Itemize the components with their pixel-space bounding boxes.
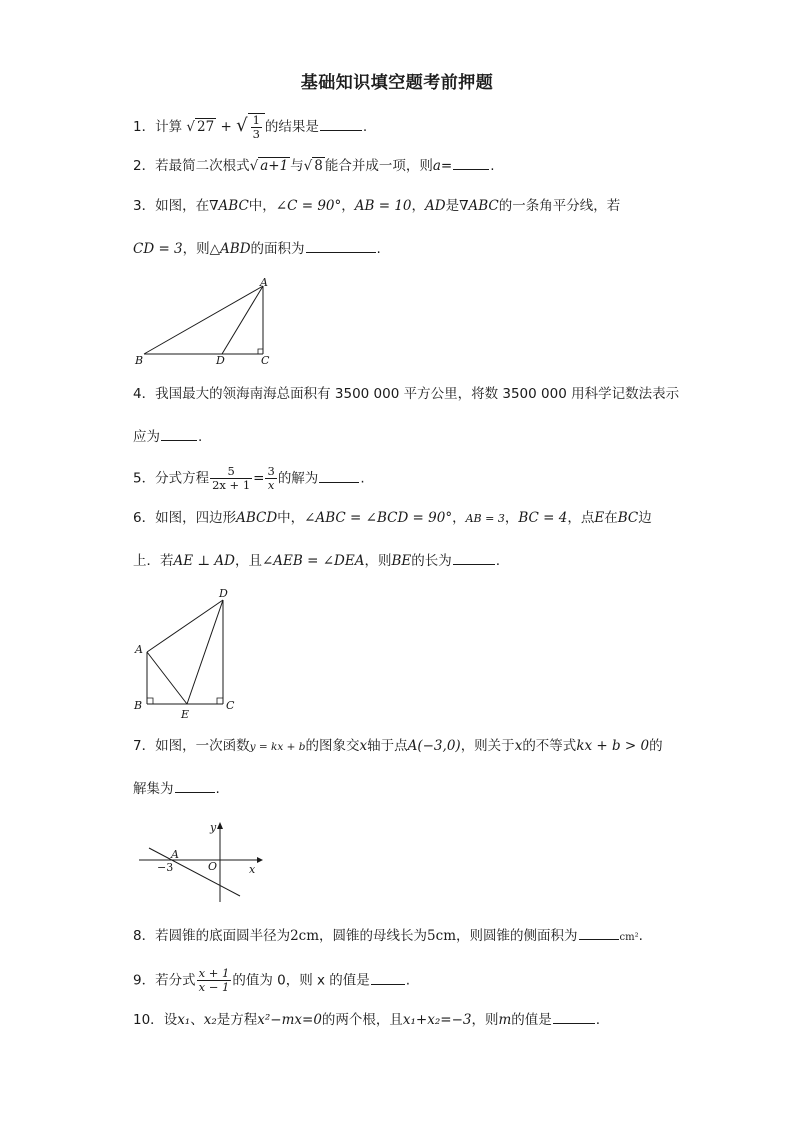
angle-equality: ∠AEB = ∠DEA xyxy=(261,553,365,569)
question-number: 4． xyxy=(133,386,156,402)
question-text: 计算 xyxy=(155,119,183,135)
separator: 、 xyxy=(190,1012,204,1028)
question-4-line-1 xyxy=(133,384,679,404)
vertex-a: A xyxy=(135,643,143,656)
figure-q6-quadrilateral xyxy=(128,582,243,720)
period: . xyxy=(376,241,381,257)
answer-blank[interactable] xyxy=(371,970,405,985)
x-axis-arrow xyxy=(257,857,263,863)
point-a-label: A xyxy=(171,848,179,861)
question-text: 的一条角平分线，若 xyxy=(498,198,621,214)
sqrt-a-plus-1: √ a+1 xyxy=(249,158,289,174)
question-text: ，点 xyxy=(567,510,595,526)
question-number: 9． xyxy=(133,972,156,989)
period: . xyxy=(495,553,501,569)
linear-function: y = kx + b xyxy=(249,741,306,753)
question-number: 2． xyxy=(133,158,156,174)
equals-sign: = xyxy=(253,470,265,487)
vertex-c: C xyxy=(261,354,270,367)
answer-blank[interactable] xyxy=(175,778,215,793)
question-text: ，且 xyxy=(234,553,262,569)
answer-blank[interactable] xyxy=(320,116,362,131)
variable-a: a xyxy=(432,158,441,174)
question-text: 的长为 xyxy=(411,553,452,569)
question-text: 应为 xyxy=(133,429,160,445)
inequality: kx + b > 0 xyxy=(576,738,650,754)
radius-value: 2cm xyxy=(290,928,320,944)
angles-abc-bcd: ∠ABC = ∠BCD = 90° xyxy=(304,510,453,526)
period: . xyxy=(595,1012,601,1028)
question-text: 我国最大的领海南海总面积有 3500 000 平方公里，将数 3500 000 用科学记数法表示 xyxy=(155,386,680,402)
question-text: 解集为 xyxy=(133,781,174,797)
question-text: 边 xyxy=(638,510,652,526)
question-1 xyxy=(133,113,367,141)
point-a: A(−3,0) xyxy=(407,738,461,754)
unit-label: cm² xyxy=(619,932,639,943)
question-2 xyxy=(133,155,495,176)
page-title: 基础知识填空题考前押题 xyxy=(300,73,494,93)
question-text: 是 xyxy=(445,198,460,214)
question-text: 中， xyxy=(248,198,276,214)
question-3-line-1 xyxy=(133,196,620,216)
tick-label-minus-3: −3 xyxy=(157,861,174,874)
question-text: 能合并成一项，则 xyxy=(324,158,433,174)
segment-be: BE xyxy=(391,553,412,569)
origin-label: O xyxy=(208,860,218,873)
question-9 xyxy=(133,967,410,994)
perpendicular-ae-ad: AE ⊥ AD xyxy=(173,553,235,569)
sqrt-fraction: √ $\frac{1}{3}$ xyxy=(236,113,265,141)
answer-blank[interactable] xyxy=(579,925,619,940)
triangle-abc: ∇ABC xyxy=(209,198,249,214)
root-x1: x₁ xyxy=(177,1012,191,1028)
answer-blank[interactable] xyxy=(553,1009,595,1024)
right-angle-mark-c xyxy=(217,698,223,704)
vertex-e: E xyxy=(181,708,190,720)
triangle-abc: ∇ABC xyxy=(459,198,499,214)
question-text: 的结果是 xyxy=(264,119,319,135)
segment-ad-line xyxy=(222,286,263,354)
segment-de-line xyxy=(187,600,223,704)
segment-ab: AB = 10 xyxy=(354,198,412,214)
period: . xyxy=(638,928,643,944)
figure-q3-triangle xyxy=(130,278,275,368)
question-text: 的解为 xyxy=(277,470,319,487)
variable-x: x xyxy=(359,738,368,754)
question-text: 的 xyxy=(649,738,663,754)
vertex-d: D xyxy=(216,354,225,367)
question-text: 如图，一次函数 xyxy=(155,738,250,754)
root-x2: x₂ xyxy=(203,1012,217,1028)
question-text: ，则 xyxy=(364,553,392,569)
question-4-line-2 xyxy=(133,426,202,447)
comma: ， xyxy=(341,198,355,214)
period: . xyxy=(360,470,365,487)
sum-of-roots: x₁+x₂=−3 xyxy=(402,1012,472,1028)
question-text: 分式方程 xyxy=(155,470,210,487)
question-text: 在 xyxy=(604,510,618,526)
angle-c: ∠C = 90° xyxy=(275,198,342,214)
fraction-x-plus-1-over-x-minus-1: $\frac{x + 1}{x - 1}$ xyxy=(198,966,230,994)
fraction-5-over: $\frac{5}{2x + 1}$ xyxy=(212,464,251,492)
question-text: 的不等式 xyxy=(522,738,577,754)
question-text: 若最简二次根式 xyxy=(155,158,250,174)
question-text: ，则 xyxy=(471,1012,499,1028)
question-text: 的值为 0，则 x 的值是 xyxy=(232,972,370,989)
variable-x: x xyxy=(514,738,523,754)
segment-bc: BC xyxy=(617,510,639,526)
question-text: ，则关于 xyxy=(460,738,515,754)
segment-ae-line xyxy=(147,652,187,704)
slant-height-value: 5cm xyxy=(427,928,456,944)
quadrilateral-abcd: ABCD xyxy=(236,510,278,526)
question-3-line-2 xyxy=(133,238,381,259)
plus-sign: + xyxy=(220,119,232,135)
equation: x²−mx=0 xyxy=(257,1012,322,1028)
comma: ， xyxy=(452,510,466,526)
question-7-line-1 xyxy=(133,736,663,757)
period: . xyxy=(405,972,411,989)
question-10 xyxy=(133,1009,600,1030)
sqrt-8: √ 8 xyxy=(303,158,323,174)
period: . xyxy=(215,781,220,797)
question-5 xyxy=(133,465,365,492)
question-text: 的值是 xyxy=(511,1012,552,1028)
question-text: ，则圆锥的侧面积为 xyxy=(456,928,578,944)
period: . xyxy=(362,119,368,135)
segment-ad: AD xyxy=(425,198,446,214)
question-number: 3． xyxy=(133,198,156,214)
vertex-a: A xyxy=(260,278,268,289)
question-text: 如图，四边形 xyxy=(155,510,237,526)
answer-blank[interactable] xyxy=(306,238,376,253)
question-text: 若圆锥的底面圆半径为 xyxy=(155,928,291,944)
question-text: 的两个根，且 xyxy=(321,1012,403,1028)
question-text: 轴于点 xyxy=(367,738,408,754)
figure-q7-graph xyxy=(133,814,263,904)
question-text: 上．若 xyxy=(133,553,174,569)
question-number: 5． xyxy=(133,470,156,487)
sqrt-27: √ 27 xyxy=(186,119,215,135)
vertex-b: B xyxy=(135,354,144,367)
axis-label-y: y xyxy=(210,821,217,834)
question-number: 1． xyxy=(133,119,156,135)
vertex-c: C xyxy=(226,699,235,712)
y-axis-arrow xyxy=(217,822,223,829)
question-text: 是方程 xyxy=(216,1012,258,1028)
axis-label-x: x xyxy=(249,863,256,876)
answer-blank[interactable] xyxy=(161,426,197,441)
right-angle-mark-b xyxy=(147,698,153,704)
question-text: 中， xyxy=(277,510,305,526)
fraction-3-over-x: $\frac{3}{x}$ xyxy=(267,464,275,492)
vertex-d: D xyxy=(219,587,228,600)
question-number: 7． xyxy=(133,738,156,754)
period: . xyxy=(198,429,203,445)
segment-ab: AB = 3 xyxy=(465,512,505,525)
segment-ad-line xyxy=(147,600,223,652)
question-7-line-2 xyxy=(133,778,220,799)
question-number: 10． xyxy=(133,1012,164,1028)
answer-blank[interactable] xyxy=(453,550,495,565)
point-e: E xyxy=(594,510,605,526)
period: . xyxy=(490,158,495,174)
question-text: 的图象交 xyxy=(305,738,360,754)
equals-sign: = xyxy=(440,158,453,174)
comma: ， xyxy=(504,510,519,526)
question-text: 设 xyxy=(163,1012,178,1028)
variable-m: m xyxy=(498,1012,512,1028)
segment-ab-line xyxy=(144,286,263,354)
question-number: 8． xyxy=(133,928,156,944)
segment-cd: CD = 3 xyxy=(133,241,183,257)
question-text: 如图，在 xyxy=(155,198,210,214)
question-text: 若分式 xyxy=(155,972,196,989)
question-6-line-2 xyxy=(133,550,500,571)
question-6-line-1 xyxy=(133,508,652,529)
question-8 xyxy=(133,925,643,948)
question-number: 6． xyxy=(133,510,156,526)
vertex-b: B xyxy=(134,699,143,712)
comma: ， xyxy=(411,198,425,214)
question-text: ，圆锥的母线长为 xyxy=(319,928,428,944)
question-text: ，则 xyxy=(182,241,210,257)
segment-bc: BC = 4 xyxy=(518,510,568,526)
triangle-abd: △ABD xyxy=(209,241,251,257)
answer-blank[interactable] xyxy=(319,468,359,483)
question-text: 与 xyxy=(290,158,304,174)
question-text: 的面积为 xyxy=(250,241,305,257)
answer-blank[interactable] xyxy=(453,155,489,170)
